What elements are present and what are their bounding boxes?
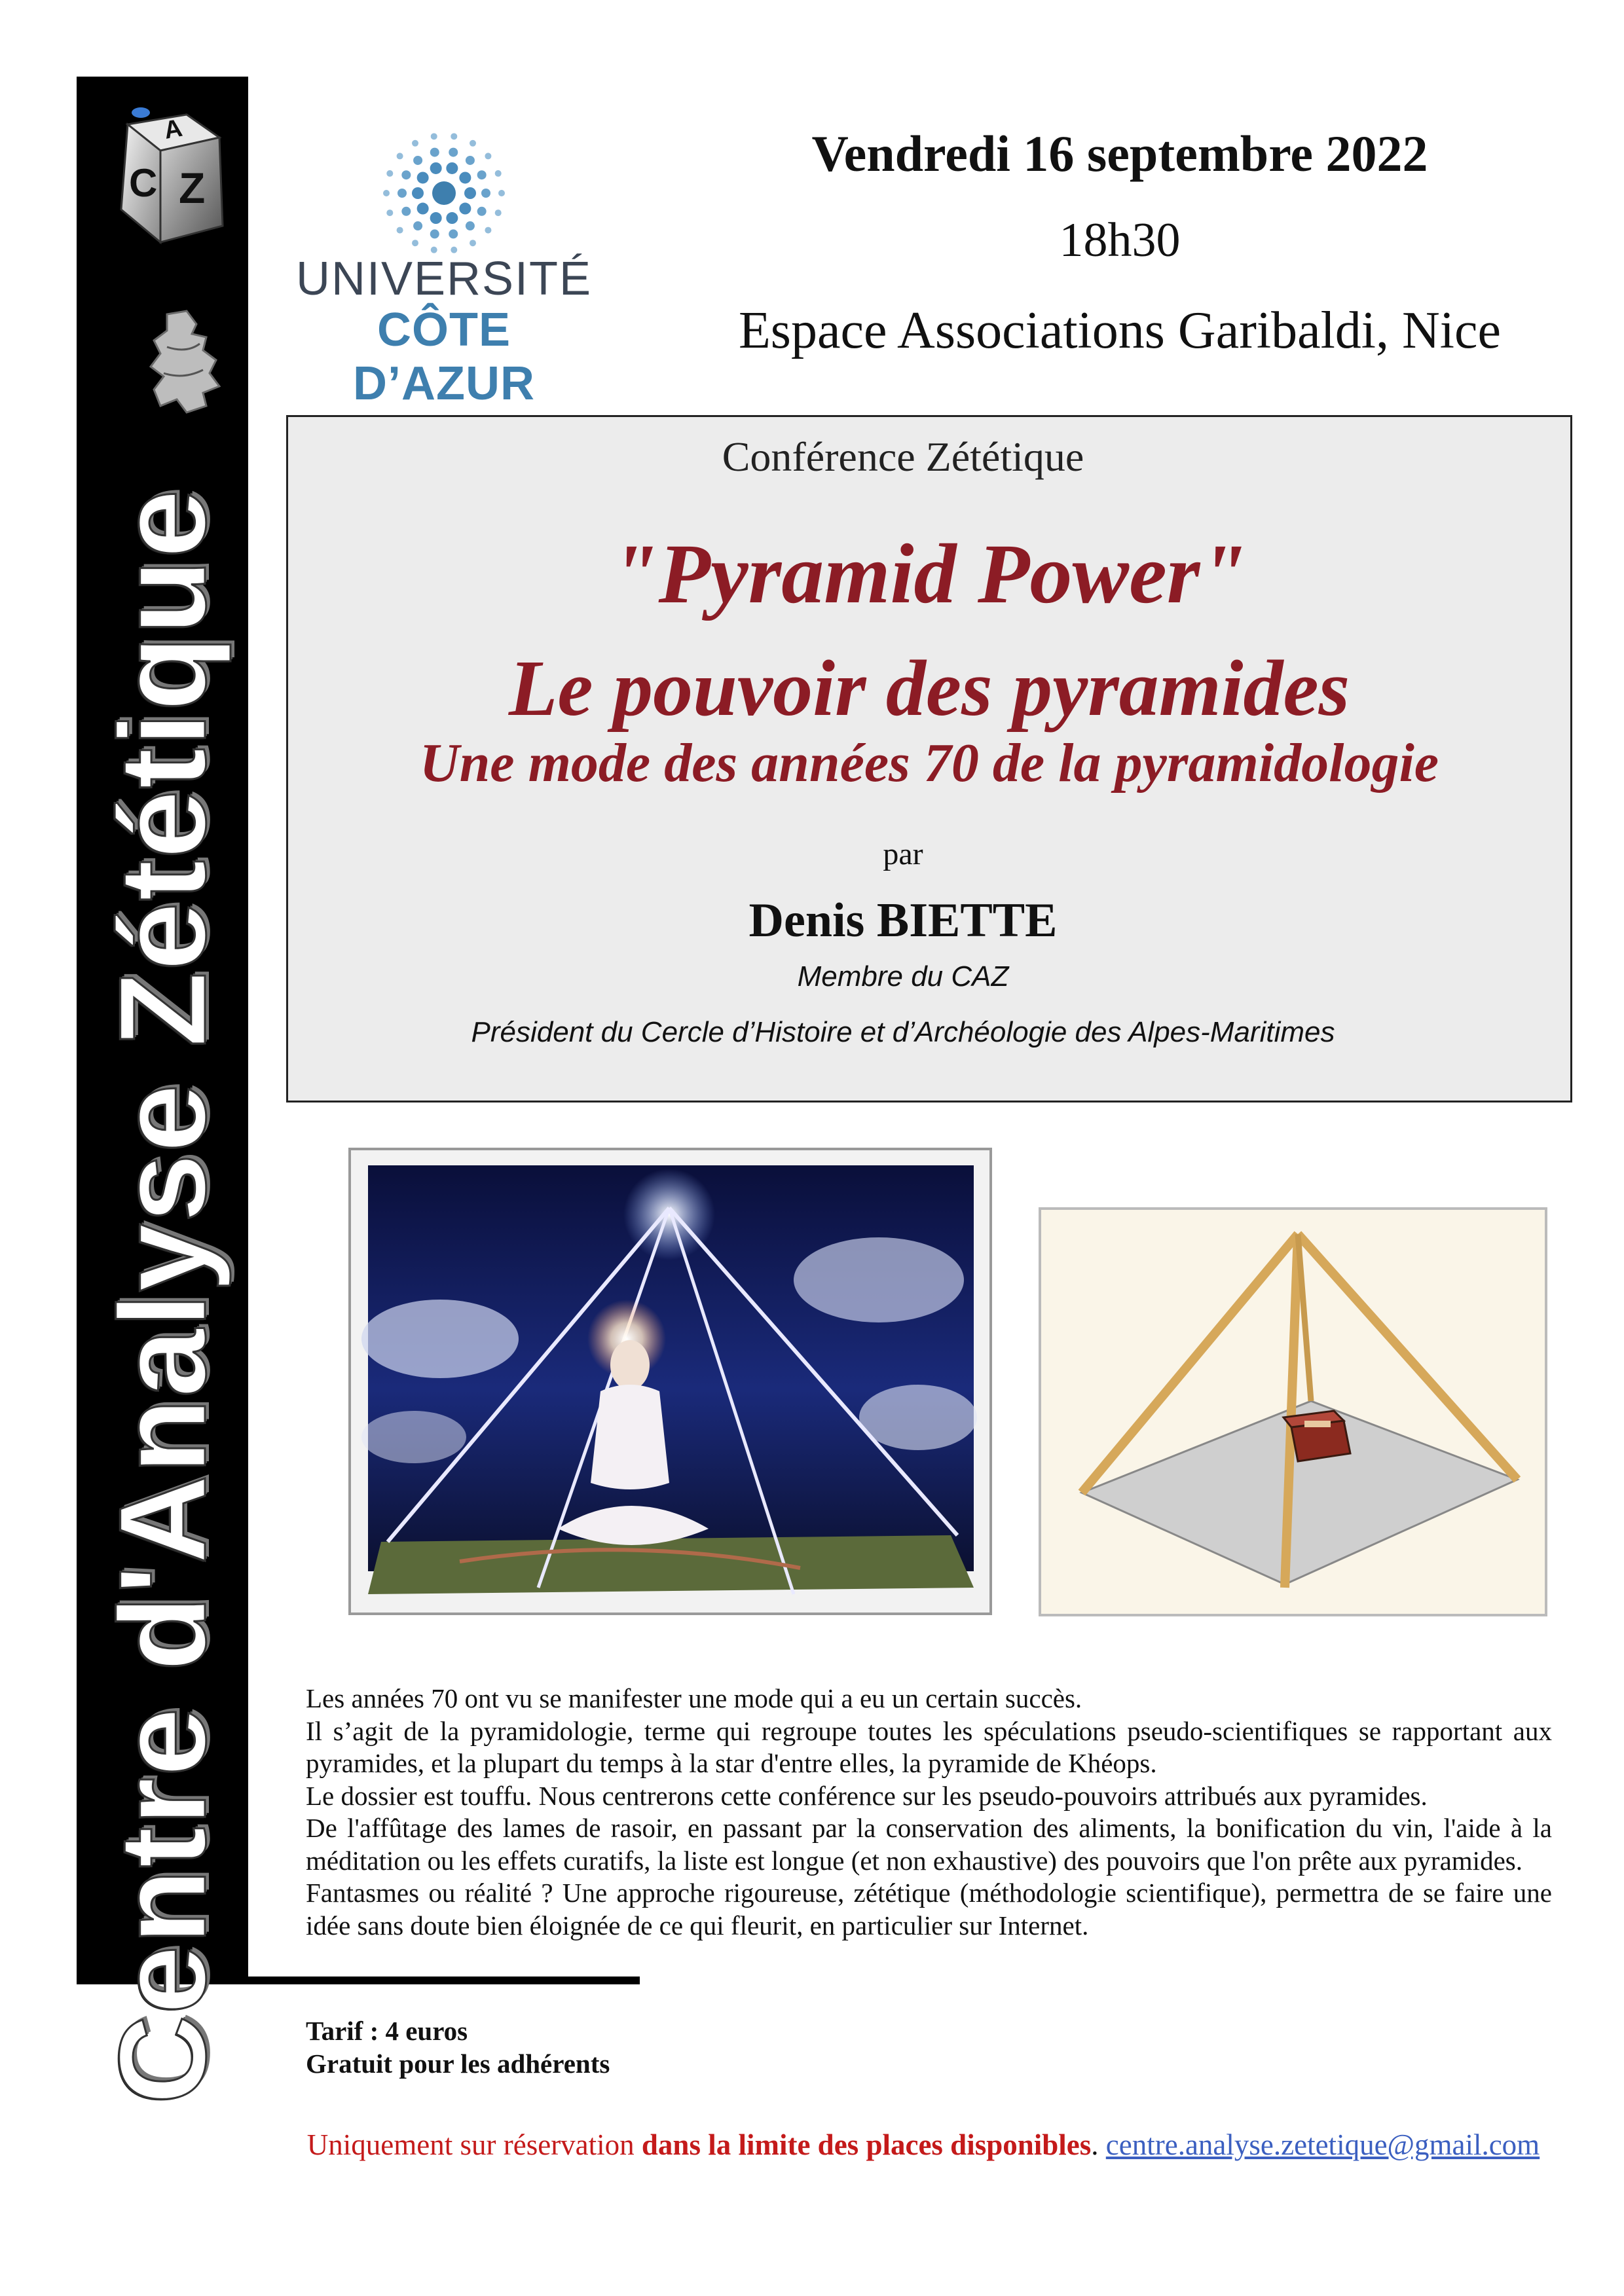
logo-dot <box>466 156 475 165</box>
logo-dot <box>430 148 439 157</box>
conference-kicker: Conférence Zététique <box>722 433 1084 480</box>
description-paragraph: Le dossier est touffu. Nous centrerons cette conférence sur les pseudo-pouvoirs attribués aux pyramides. <box>306 1780 1428 1811</box>
price-label: Tarif : 4 euros <box>306 2016 468 2046</box>
logo-dot <box>397 189 407 198</box>
speaker-role-1: Membre du CAZ <box>797 960 1009 993</box>
description-paragraph: Les années 70 ont vu se manifester une mode qui a eu un certain succès. <box>306 1683 1082 1713</box>
university-logo <box>293 128 595 410</box>
conference-subtitle: Une mode des années 70 de la pyramidologie <box>419 733 1439 793</box>
logo-dot <box>386 210 393 216</box>
conference-by: par <box>883 837 923 871</box>
logo-dot <box>470 140 476 147</box>
logo-dot <box>397 153 403 159</box>
logo-dot <box>498 190 505 196</box>
pricing-block <box>306 2015 610 2080</box>
logo-dot <box>464 187 476 199</box>
description-paragraph: De l'affûtage des lames de rasoir, en passant par la conservation des aliments, la bonification du vin, l'aide à la méditation ou les effets curatifs, la liste est longue (et non exhaustive) des pouvoirs que l'on prête aux pyramides. <box>306 1813 1552 1876</box>
logo-dot <box>412 140 418 147</box>
conference-box <box>286 415 1572 1102</box>
speaker-role-2: Président du Cercle d’Histoire et d’Archéologie des Alpes-Maritimes <box>471 1016 1335 1048</box>
logo-dot <box>449 229 458 238</box>
logo-dot <box>383 190 390 196</box>
logo-dot <box>477 207 487 216</box>
university-name-line1: UNIVERSITÉ <box>295 253 593 305</box>
logo-dot <box>413 221 422 230</box>
logo-dot <box>466 221 475 230</box>
description-paragraph: Il s’agit de la pyramidologie, terme qui regroupe toutes les spéculations pseudo-scientifiques se rapportant aux pyramides, et la plupart du temps à la star d'entre elles, la pyramide de Khéops. <box>306 1715 1552 1778</box>
sidebar-title: Centre d'Analyse Zététique <box>94 488 231 2105</box>
university-name-line2: CÔTE D’AZUR <box>353 304 535 410</box>
logo-dot <box>412 240 418 246</box>
event-place: Espace Associations Garibaldi, Nice <box>738 302 1502 359</box>
logo-dot <box>477 170 487 179</box>
footer-notice <box>275 2128 1572 2162</box>
logo-dot <box>451 133 457 139</box>
logo-dot <box>397 227 403 234</box>
svg-text:A: A <box>162 114 185 145</box>
logo-dot <box>495 170 502 177</box>
svg-text:C: C <box>129 161 158 205</box>
description-text <box>306 1683 1552 1942</box>
logo-dot <box>430 212 442 224</box>
reservation-limit: dans la limite des places disponibles <box>641 2128 1092 2161</box>
reservation-notice: Uniquement sur réservation <box>306 2128 642 2161</box>
logo-dot <box>446 212 458 224</box>
logo-dot <box>446 162 458 174</box>
description-paragraph: Fantasmes ou réalité ? Une approche rigoureuse, zététique (méthodologie scientifique), permettra de se faire une idée sans doute bien éloignée de ce qui fleurit, en particulier sur Internet. <box>306 1878 1552 1941</box>
alpes-maritimes-map-icon <box>141 308 226 419</box>
pyramid-drawing-image <box>1036 1205 1550 1619</box>
logo-dot <box>481 189 490 198</box>
logo-dot <box>431 133 437 139</box>
logo-dot <box>470 240 476 246</box>
logo-dot <box>459 172 471 183</box>
caz-cube-logo-icon <box>95 98 232 262</box>
dot-circle-logo-icon <box>378 128 509 259</box>
contact-email-link[interactable]: centre.analyse.zetetique@gmail.com <box>1105 2128 1540 2161</box>
footer-separator: . <box>1091 2128 1106 2161</box>
logo-dot <box>401 170 411 179</box>
logo-dot <box>430 229 439 238</box>
event-time: 18h30 <box>1059 213 1181 267</box>
logo-dot <box>401 207 411 216</box>
logo-dot <box>413 156 422 165</box>
logo-dot <box>485 227 491 234</box>
speaker-name: Denis BIETTE <box>748 894 1058 947</box>
logo-dot <box>495 210 502 216</box>
logo-dot <box>430 162 442 174</box>
logo-dot <box>449 148 458 157</box>
logo-dot <box>386 170 393 177</box>
logo-dot <box>412 187 424 199</box>
meditation-pyramid-image <box>342 1142 999 1620</box>
event-date: Vendredi 16 septembre 2022 <box>811 125 1428 182</box>
members-price-label: Gratuit pour les adhérents <box>306 2048 610 2079</box>
conference-title-line1: "Pyramid Power" <box>611 527 1247 621</box>
svg-text:Z: Z <box>179 164 206 212</box>
logo-dot <box>485 153 491 159</box>
conference-title-line2: Le pouvoir des pyramides <box>508 644 1350 733</box>
logo-dot <box>417 172 429 183</box>
logo-dot <box>417 203 429 215</box>
logo-dot <box>459 203 471 215</box>
